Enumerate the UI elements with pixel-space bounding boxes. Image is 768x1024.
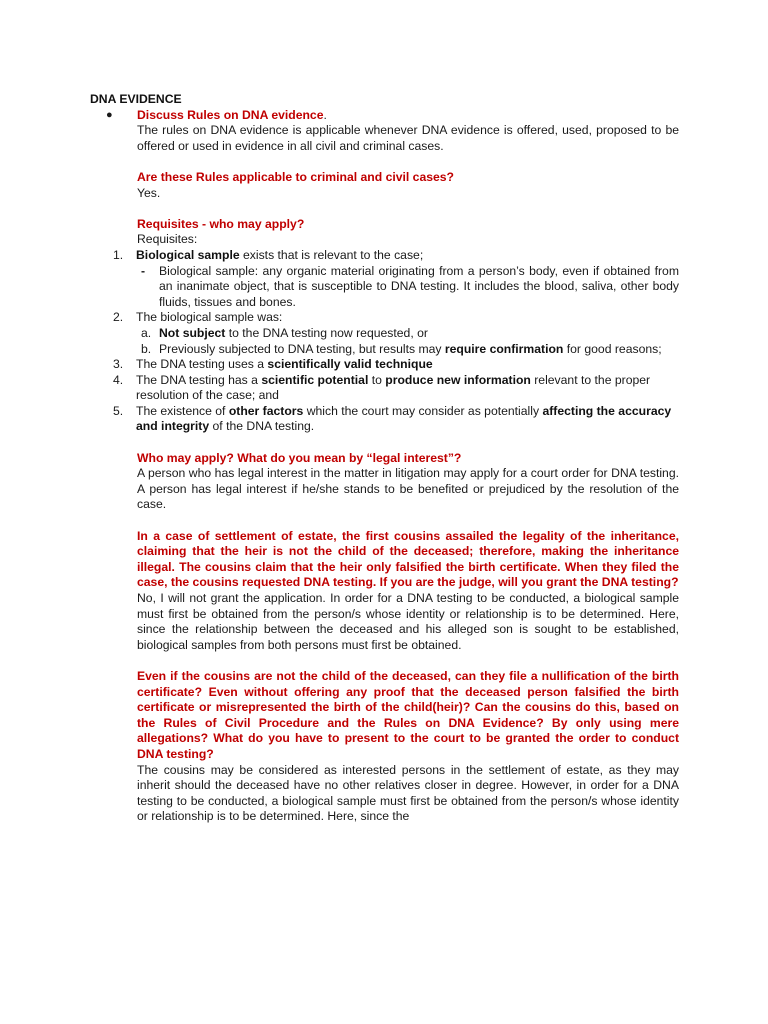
- list-text: which the court may consider as potentially: [303, 403, 543, 418]
- list-item: [113, 373, 679, 404]
- answer-text: The rules on DNA evidence is applicable whenever DNA evidence is offered, used, proposed to be offered or used in evidence in all civil and criminal cases.: [137, 123, 679, 153]
- list-text: relevant to the proper resolution of the case; and: [136, 372, 651, 403]
- sub-list-item: [137, 264, 679, 311]
- list-number: 4.: [113, 372, 124, 387]
- dash-bullet: -: [141, 263, 146, 278]
- list-item: [113, 404, 679, 435]
- list-text: to the DNA testing now requested, or: [225, 325, 428, 340]
- answer-text: A person who has legal interest in the matter in litigation may apply for a court order for DNA testing. A person has legal interest if he/she stands to be benefited or prejudiced by the resolution of the case.: [137, 466, 679, 512]
- answer-text: No, I will not grant the application. In order for a DNA testing to be conducted, a biological sample must first be obtained from the person/s whose identity or relationship is to be determined. Here, since the relationship between the deceased and his alleged son is sought to be established, biological samples from both persons must first be obtained.: [137, 591, 679, 652]
- list-text: The DNA testing has a: [136, 372, 262, 387]
- section-rules-on-dna: [106, 107, 679, 435]
- question-heading: Discuss Rules on DNA evidence: [137, 107, 324, 122]
- question-heading-period: .: [323, 107, 327, 122]
- bold-term: scientific potential: [261, 372, 369, 387]
- list-text: Previously subjected to DNA testing, but results may: [159, 341, 445, 356]
- bold-term: Biological sample: [136, 247, 240, 262]
- answer-text: The cousins may be considered as interested persons in the settlement of estate, as they may inherit should the deceased have no other relatives closer in degree. However, in order for a DNA testing to be conducted, a biological sample must first be obtained from the person/s whose identity or relationship is to be determined. Here, since the: [137, 762, 679, 824]
- sub-list-item: [137, 342, 679, 358]
- list-text: Biological sample: any organic material originating from a person’s body, even if obtained from an inanimate object, that is susceptible to DNA testing. It includes the blood, saliva, other body fluids, tissues and bones.: [159, 263, 679, 309]
- list-text: The biological sample was:: [136, 310, 283, 325]
- requisites-intro: Requisites:: [137, 232, 198, 247]
- bullet-dot-icon: ●: [106, 108, 113, 121]
- list-text: The existence of: [136, 403, 229, 418]
- bold-term: produce new information: [385, 372, 531, 387]
- requisites-list: [113, 247, 679, 435]
- document-title: DNA EVIDENCE: [90, 92, 182, 106]
- answer-text: Yes.: [137, 185, 161, 200]
- list-number: 2.: [113, 310, 124, 325]
- list-text: to: [368, 372, 386, 387]
- list-text: The DNA testing uses a: [136, 357, 268, 372]
- sub-list-letter: a.: [141, 325, 152, 340]
- list-text: exists that is relevant to the case;: [239, 247, 424, 262]
- question-heading: Even if the cousins are not the child of the deceased, can they file a nullification of the birth certificate? Even without offering any proof that the deceased person falsified the birth certificate or misrepresented the birth of the child(heir)? Can the cousins do this, based on the Rules of Civil Procedure and the Rules on DNA Evidence? By only using mere allegations? What do you have to present to the court to be granted the order to conduct DNA testing?: [137, 668, 679, 761]
- list-item: [113, 357, 679, 373]
- list-text: for good reasons;: [563, 341, 662, 356]
- list-item: [113, 310, 679, 326]
- bold-term: Not subject: [159, 325, 226, 340]
- sub-list-item: [137, 326, 679, 342]
- section-legal-interest: [137, 451, 679, 467]
- list-item: [113, 248, 679, 264]
- document-body: [90, 92, 679, 825]
- bold-term: other factors: [228, 403, 304, 418]
- sub-list-letter: b.: [141, 341, 152, 356]
- bold-term: scientifically valid technique: [267, 357, 433, 372]
- list-number: 5.: [113, 403, 124, 418]
- bullet-item: [106, 107, 679, 124]
- question-heading: Are these Rules applicable to criminal and civil cases?: [137, 169, 454, 184]
- question-heading: Who may apply? What do you mean by “legal interest”?: [137, 450, 462, 465]
- list-text: of the DNA testing.: [209, 419, 315, 434]
- question-heading: Requisites - who may apply?: [137, 216, 305, 231]
- question-heading: In a case of settlement of estate, the first cousins assailed the legality of the inheritance, claiming that the heir is not the child of the deceased; therefore, making the inheritance illegal. The cousins claim that the heir only falsified the birth certificate. When they filed the case, the cousins requested DNA testing. If you are the judge, will you grant the DNA testing?: [137, 528, 679, 590]
- list-number: 1.: [113, 247, 124, 262]
- list-number: 3.: [113, 357, 124, 372]
- bold-term: affecting the accuracy and integrity: [136, 403, 672, 434]
- bold-term: require confirmation: [444, 341, 564, 356]
